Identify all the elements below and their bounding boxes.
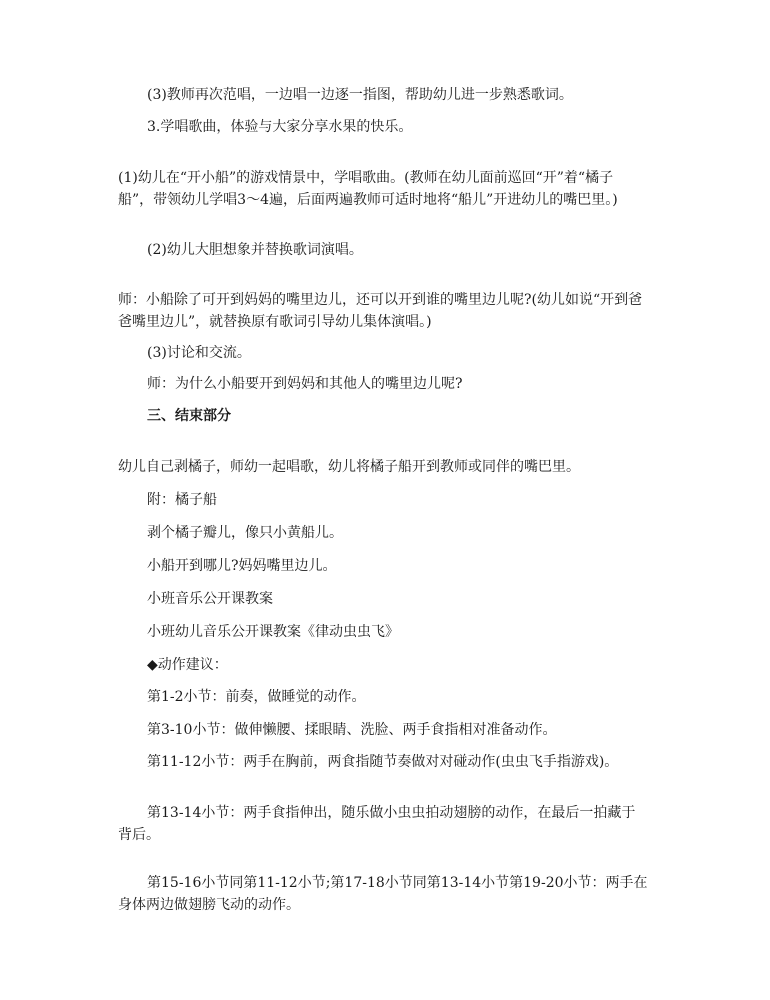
paragraph: (1)幼儿在“开小船”的游戏情景中，学唱歌曲。(教师在幼儿面前巡回“开”着“橘子船”，带领幼儿学唱3～4遍，后面两遍教师可适时地将“船儿”开进幼儿的嘴巴里。) [118, 170, 618, 209]
paragraph: 第1-2小节：前奏，做睡觉的动作。 [147, 689, 366, 705]
paragraph: 幼儿自己剥橘子，师幼一起唱歌，幼儿将橘子船开到教师或同伴的嘴巴里。 [118, 459, 580, 475]
paragraph: 第15-16小节同第11-12小节;第17-18小节同第13-14小节第19-20小节：两手在身体两边做翅膀飞动的动作。 [118, 875, 648, 914]
paragraph: 附：橘子船 [147, 492, 217, 508]
paragraph: 第3-10小节：做伸懒腰、揉眼睛、洗脸、两手食指相对准备动作。 [147, 722, 557, 738]
paragraph: 小班幼儿音乐公开课教案《律动虫虫飞》 [147, 624, 399, 640]
lyrics-line: 小船开到哪儿?妈妈嘴里边儿。 [147, 558, 337, 574]
paragraph: 师：为什么小船要开到妈妈和其他人的嘴里边儿呢? [147, 376, 463, 392]
paragraph: 师：小船除了可开到妈妈的嘴里边儿，还可以开到谁的嘴里边儿呢?(幼儿如说“开到爸爸嘴里边儿”，就替换原有歌词引导幼儿集体演唱。) [118, 292, 643, 331]
paragraph: (3)教师再次范唱，一边唱一边逐一指图，帮助幼儿进一步熟悉歌词。 [147, 87, 573, 103]
paragraph: 第13-14小节：两手食指伸出，随乐做小虫虫拍动翅膀的动作，在最后一拍藏于背后。 [118, 805, 636, 844]
lyrics-line: 剥个橘子瓣儿，像只小黄船儿。 [147, 525, 343, 541]
section-heading: 三、结束部分 [147, 408, 231, 424]
paragraph: 第11-12小节：两手在胸前，两食指随节奏做对对碰动作(虫虫飞手指游戏)。 [147, 754, 619, 770]
paragraph: 3.学唱歌曲，体验与大家分享水果的快乐。 [147, 119, 413, 135]
paragraph: (2)幼儿大胆想象并替换歌词演唱。 [147, 242, 363, 258]
paragraph: 小班音乐公开课教案 [147, 591, 273, 607]
paragraph: (3)讨论和交流。 [147, 345, 251, 361]
paragraph: ◆动作建议： [147, 657, 228, 673]
